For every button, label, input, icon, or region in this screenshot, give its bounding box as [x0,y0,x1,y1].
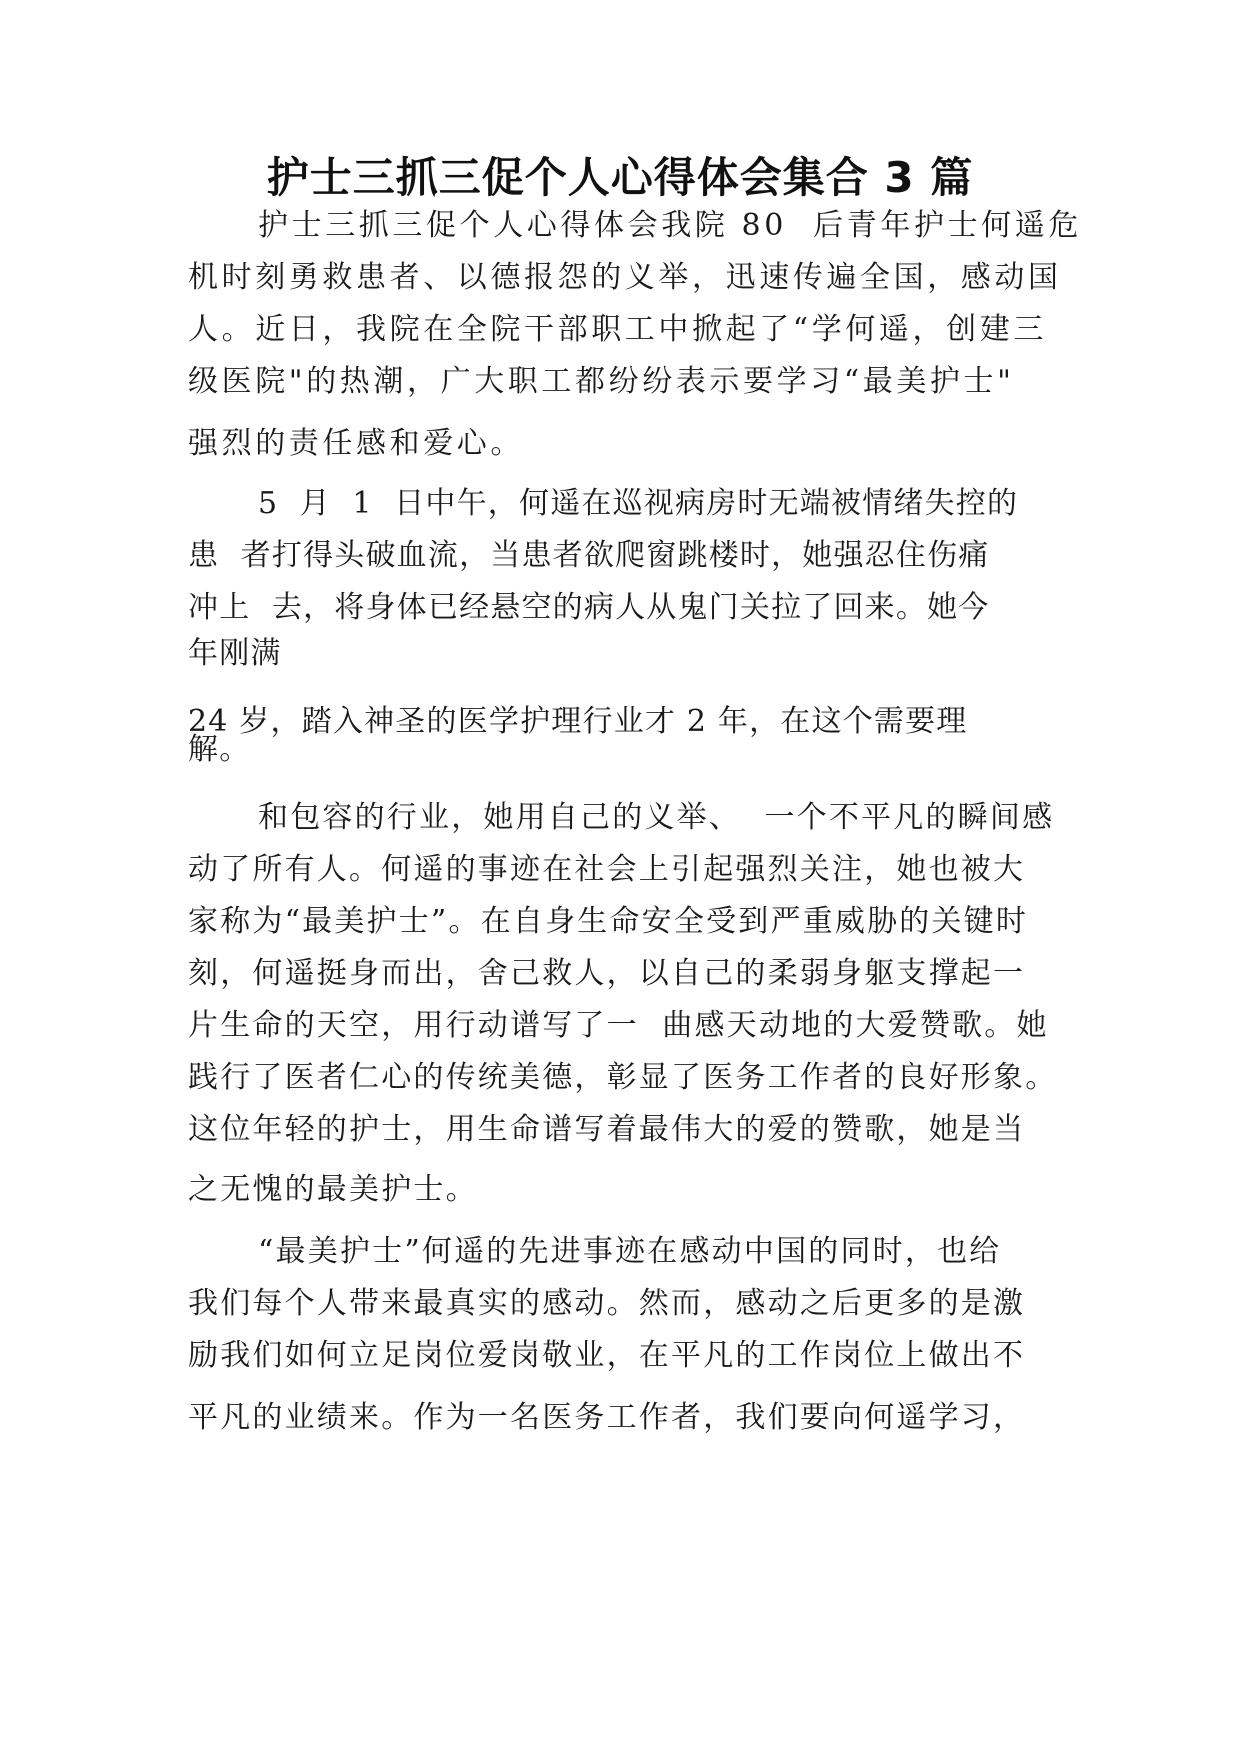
paragraph-4-line-1: 和包容的行业，她用自己的义举、 一个不平凡的瞬间感 [258,800,1055,835]
paragraph-1-line-3: 人。近日，我院在全院干部职工中掀起了“学何遥，创建三 [188,312,1047,347]
paragraph-4-line-6: 践行了医者仁心的传统美德，彰显了医务工作者的良好形象。 [188,1060,1058,1095]
paragraph-1-line-1: 护士三抓三促个人心得体会我院 80 后青年护士何遥危 [258,208,1082,243]
paragraph-4-line-8: 之无愧的最美护士。 [188,1172,478,1207]
paragraph-1-line-5: 强烈的责任感和爱心。 [188,426,524,461]
paragraph-2-line-4: 年刚满 [188,636,282,671]
paragraph-5-line-1: “最美护士”何遥的先进事迹在感动中国的同时，也给 [258,1234,1002,1269]
paragraph-3-line-1: 24 岁，踏入神圣的医学护理行业才 2 年，在这个需要理 [188,704,968,739]
paragraph-1-line-2: 机时刻勇救患者、以德报怨的义举，迅速传遍全国，感动国 [188,260,1062,295]
document-title: 护士三抓三促个人心得体会集合 3 篇 [266,153,974,202]
paragraph-4-line-4: 刻，何遥挺身而出，舍己救人，以自己的柔弱身躯支撑起一 [188,956,1026,991]
paragraph-4-line-3: 家称为“最美护士”。在自身生命安全受到严重威胁的关键时 [188,904,1029,939]
paragraph-2-line-2: 患 者打得头破血流，当患者欲爬窗跳楼时，她强忍住伤痛 [188,538,990,573]
paragraph-3-line-2: 解。 [188,732,251,767]
paragraph-5-line-2: 我们每个人带来最真实的感动。然而，感动之后更多的是激 [188,1286,1026,1321]
paragraph-1-line-4: 级医院"的热潮，广大职工都纷纷表示要学习“最美护士" [188,364,1015,399]
paragraph-4-line-7: 这位年轻的护士，用生命谱写着最伟大的爱的赞歌，她是当 [188,1112,1026,1147]
paragraph-2-line-3: 冲上 去，将身体已经悬空的病人从鬼门关拉了回来。她今 [188,590,990,625]
paragraph-4-line-2: 动了所有人。何遥的事迹在社会上引起强烈关注，她也被大 [188,852,1026,887]
paragraph-5-line-4: 平凡的业绩来。作为一名医务工作者，我们要向何遥学习， [188,1400,1026,1435]
paragraph-4-line-5: 片生命的天空，用行动谱写了一 曲感天动地的大爱赞歌。她 [188,1008,1049,1043]
paragraph-2-line-1: 5 月 1 日中午，何遥在巡视病房时无端被情绪失控的 [258,486,1019,521]
paragraph-5-line-3: 励我们如何立足岗位爱岗敬业，在平凡的工作岗位上做出不 [188,1338,1026,1373]
